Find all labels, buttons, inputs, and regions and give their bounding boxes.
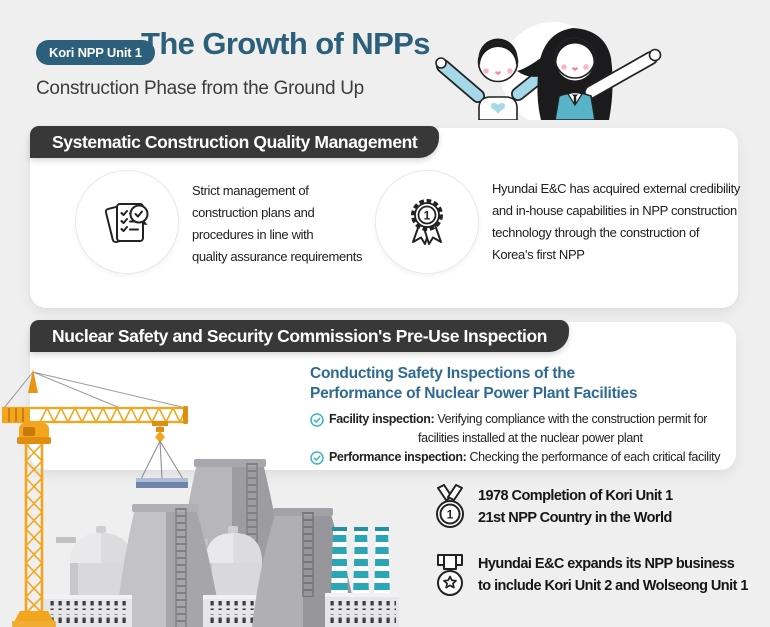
bullet-body: Checking the performance of each critical facility [466, 450, 721, 464]
checklist-icon-circle [75, 170, 179, 274]
page-title: The Growth of NPPs [141, 26, 430, 61]
plant-building-left [44, 595, 132, 627]
text-line: procedures in line with [192, 227, 314, 242]
bullet-body: Verifying compliance with the construction permit for [434, 412, 708, 426]
section2-header: Nuclear Safety and Security Commission's Pre-Use Inspection [30, 320, 569, 352]
milestone-line: Hyundai E&C expands its NPP business [478, 556, 735, 572]
medal-icon-circle [375, 170, 479, 274]
unit-badge: Kori NPP Unit 1 [36, 40, 155, 65]
plant-building-right [325, 593, 399, 627]
text-line: Korea's first NPP [492, 247, 585, 262]
milestone-kori-unit1 [432, 484, 748, 530]
crane-mast [26, 444, 42, 613]
text-line: and in-house capabilities in NPP construction [492, 203, 737, 218]
characters-illustration [423, 12, 678, 120]
text-line: Strict management of [192, 183, 309, 198]
bullet-continuation: facilities installed at the nuclear power plant [418, 431, 643, 445]
milestone-lines [478, 553, 748, 597]
text-line: technology through the construction of [492, 225, 700, 240]
crane-hook-and-load [136, 421, 188, 488]
medal-numeral: 1 [446, 507, 454, 522]
inspection-heading-line: Conducting Safety Inspections of the [310, 365, 575, 382]
milestone-lines [478, 485, 673, 529]
text-line: construction plans and [192, 205, 315, 220]
rosette-medal-icon [400, 195, 454, 249]
milestones-list [432, 484, 748, 598]
bullet-label: Performance inspection: [329, 450, 467, 464]
text-line: Hyundai E&C has acquired external credibility [492, 181, 740, 196]
medal-number-1-icon [432, 484, 468, 530]
inspection-heading-line: Performance of Nuclear Power Plant Facilities [310, 385, 638, 402]
medal-numeral: 1 [423, 208, 431, 223]
crane-cab [17, 423, 51, 444]
striped-chimneys [331, 527, 390, 597]
checklist-magnifier-icon [100, 195, 154, 249]
text-line: quality assurance requirements [192, 249, 363, 264]
milestone-npp-expansion [432, 552, 748, 598]
milestone-line: to include Kori Unit 2 and Wolseong Unit 1 [478, 578, 748, 594]
quality-item-text [192, 180, 362, 268]
credibility-item-text [492, 178, 740, 266]
bullet-label: Facility inspection: [329, 412, 435, 426]
milestone-line: 21st NPP Country in the World [478, 510, 672, 526]
section1-header: Systematic Construction Quality Management [30, 126, 439, 158]
power-plant-illustration [0, 355, 410, 627]
page-subtitle: Construction Phase from the Ground Up [36, 78, 364, 99]
medal-star-icon [432, 552, 468, 598]
milestone-line: 1978 Completion of Kori Unit 1 [478, 488, 673, 504]
